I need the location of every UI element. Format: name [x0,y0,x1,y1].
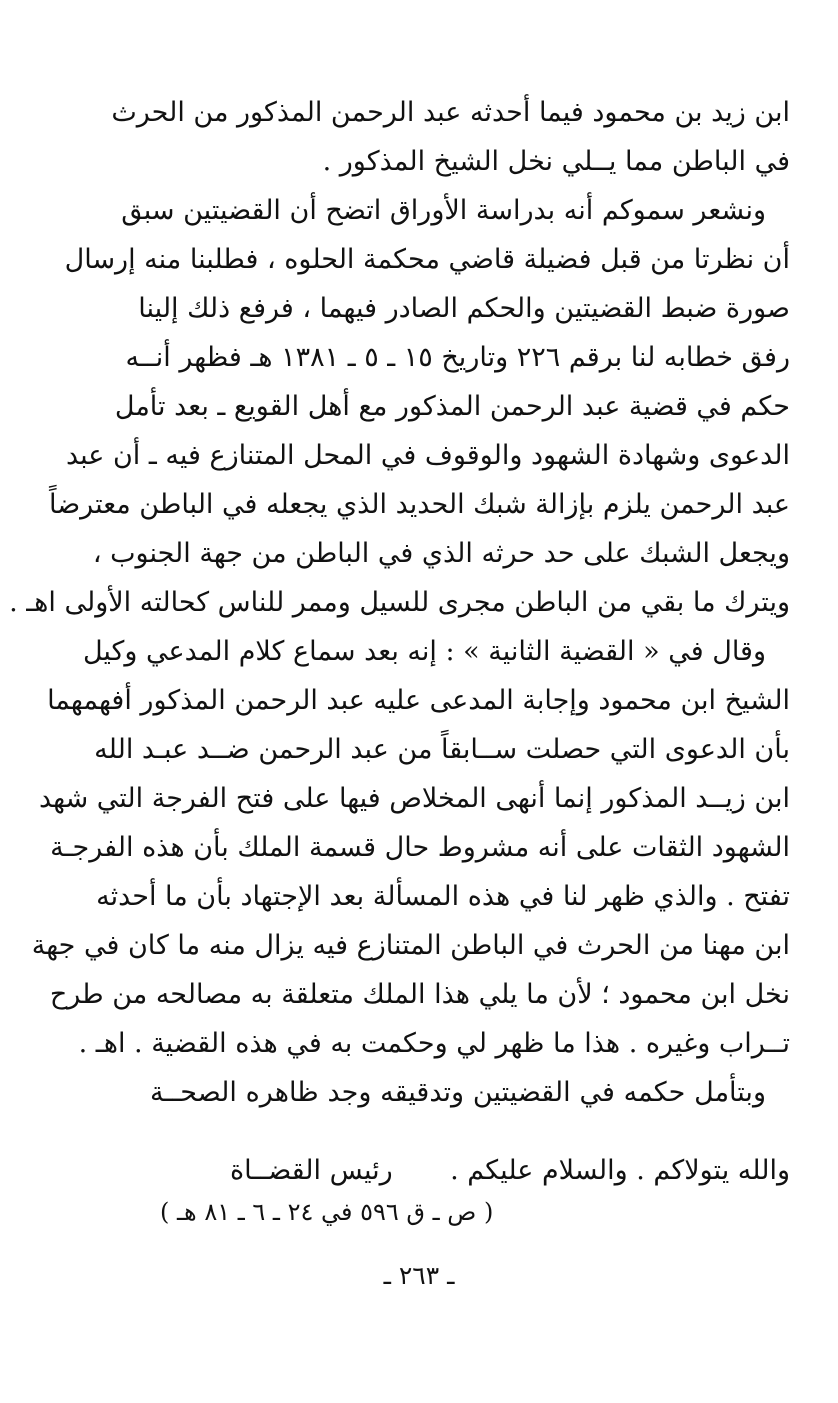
signer-title: رئيس القضــاة [230,1155,393,1186]
body-line: حكم في قضية عبد الرحمن المذكور مع أهل القويع ـ بعد تأمل [114,391,790,422]
body-line: تفتح . والذي ظهر لنا في هذه المسألة بعد الإجتهاد بأن ما أحدثه [96,881,790,912]
body-line: ابن زيد بن محمود فيما أحدثه عبد الرحمن المذكور من الحرث [111,97,790,128]
body-line: ويجعل الشبك على حد حرثه الذي في الباطن من جهة الجنوب ، [92,538,790,569]
page-number: ـ ٢٦٣ ـ [383,1261,455,1290]
body-line: ابن زيــد المذكور إنما أنهى المخلاص فيها على فتح الفرجة التي شهد [38,783,790,814]
body-line: أن نظرتا من قبل فضيلة قاضي محكمة الحلوه ، فطلبنا منه إرسال [64,244,790,275]
body-line: الشيخ ابن محمود وإجابة المدعى عليه عبد الرحمن المذكور أفهمهما [47,685,790,716]
document-reference: ( ص ـ ق ٥٩٦ في ٢٤ ـ ٦ ـ ٨١ هـ ) [160,1198,494,1226]
closing-line [150,1146,790,1195]
body-line: الشهود الثقات على أنه مشروط حال قسمة الملك بأن هذه الفرجـة [50,832,790,863]
body-line: في الباطن مما يــلي نخل الشيخ المذكور . [322,146,790,177]
body-line: ونشعر سموكم أنه بدراسة الأوراق اتضح أن القضيتين سبق [121,195,766,226]
body-line: صورة ضبط القضيتين والحكم الصادر فيهما ، فرفع ذلك إلينا [138,293,790,324]
body-line: وبتأمل حكمه في القضيتين وتدقيقه وجد ظاهره الصحــة [150,1077,766,1108]
body-line: ويترك ما بقي من الباطن مجرى للسيل وممر للناس كحالته الأولى اهـ . [9,587,790,618]
body-line: وقال في « القضية الثانية » : إنه بعد سماع كلام المدعي وكيل [82,636,766,667]
body-line: نخل ابن محمود ؛ لأن ما يلي هذا الملك متعلقة به مصالحه من طرح [49,979,790,1010]
closing-salutation: والله يتولاكم . والسلام عليكم . [450,1155,790,1186]
body-line: ابن مهنا من الحرث في الباطن المتنازع فيه يزال منه ما كان في جهة [31,930,790,961]
body-line: بأن الدعوى التي حصلت ســابقاً من عبد الرحمن ضــد عبـد الله [94,734,790,765]
body-line: رفق خطابه لنا برقم ٢٢٦ وتاريخ ١٥ ـ ٥ ـ ١٣٨١ هـ فظهر أنــه [125,342,790,373]
body-line: تــراب وغيره . هذا ما ظهر لي وحكمت به في هذه القضية . اهـ . [78,1028,790,1059]
body-text [9,88,790,1117]
body-line: عبد الرحمن يلزم بإزالة شبك الحديد الذي يجعله في الباطن معترضاً [49,489,790,520]
body-line: الدعوى وشهادة الشهود والوقوف في المحل المتنازع فيه ـ أن عبد [65,440,790,471]
